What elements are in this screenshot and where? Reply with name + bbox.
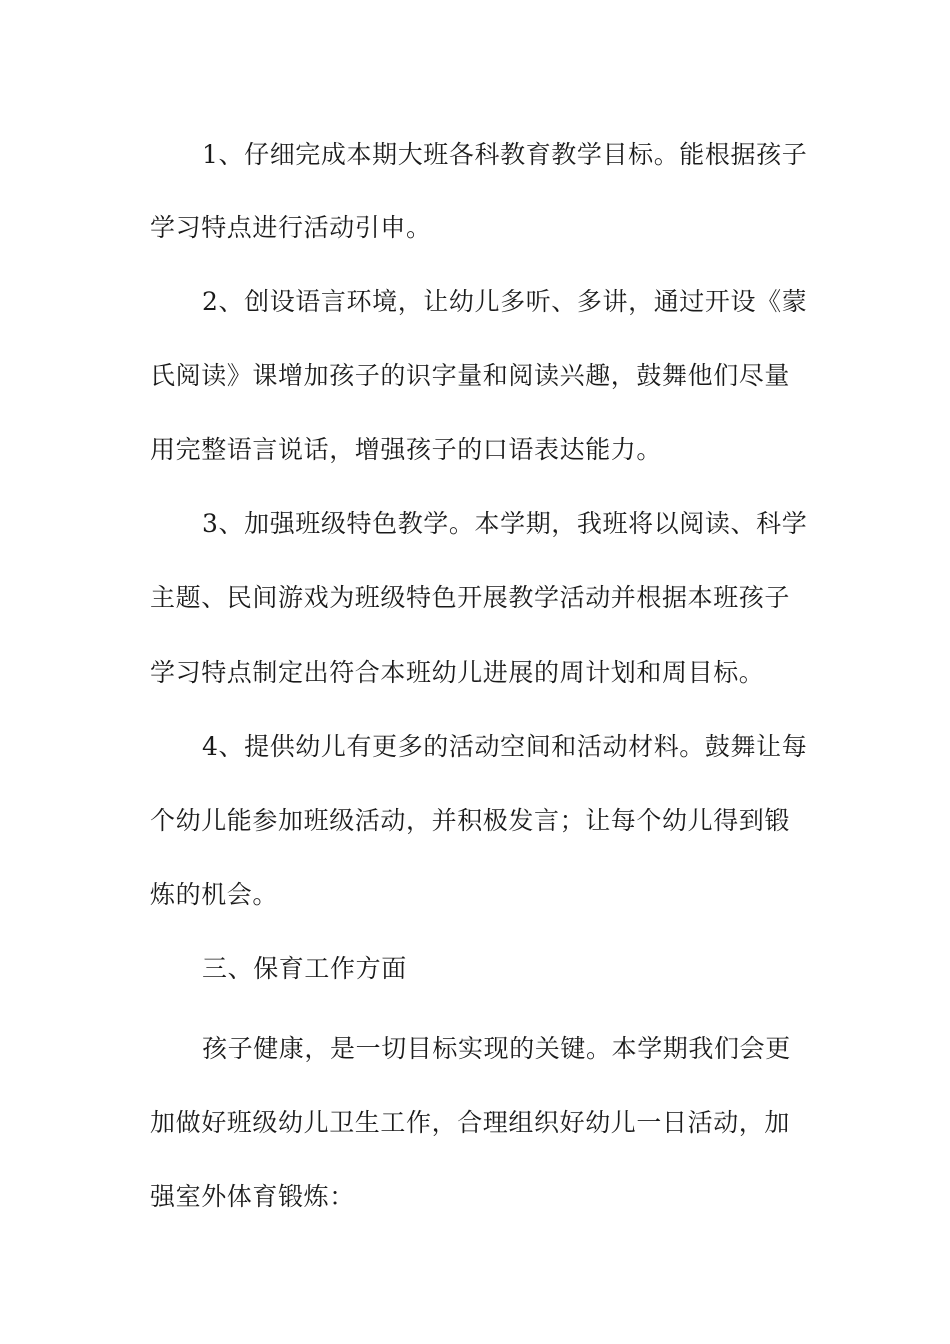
paragraph-1-line-1: 1、仔细完成本期大班各科教育教学目标。能根据孩子 — [202, 140, 808, 169]
paragraph-2-line-2: 氏阅读》课增加孩子的识字量和阅读兴趣，鼓舞他们尽量 — [150, 361, 791, 390]
paragraph-3-line-2: 主题、民间游戏为班级特色开展教学活动并根据本班孩子 — [150, 583, 791, 612]
paragraph-2-line-1: 2、创设语言环境，让幼儿多听、多讲，通过开设《蒙 — [202, 287, 808, 316]
paragraph-2-line-3: 用完整语言说话，增强孩子的口语表达能力。 — [150, 435, 663, 464]
paragraph-5-line-3: 强室外体育锻炼： — [150, 1182, 355, 1211]
paragraph-3-line-3: 学习特点制定出符合本班幼儿进展的周计划和周目标。 — [150, 658, 765, 687]
paragraph-4-line-3: 炼的机会。 — [150, 880, 279, 909]
paragraph-4-line-2: 个幼儿能参加班级活动，并积极发言；让每个幼儿得到锻 — [150, 806, 791, 835]
paragraph-3-line-1: 3、加强班级特色教学。本学期，我班将以阅读、科学 — [202, 509, 808, 538]
section-heading: 三、保育工作方面 — [202, 954, 407, 983]
paragraph-5-line-1: 孩子健康，是一切目标实现的关键。本学期我们会更 — [202, 1034, 791, 1063]
paragraph-5-line-2: 加做好班级幼儿卫生工作，合理组织好幼儿一日活动，加 — [150, 1108, 791, 1137]
paragraph-4-line-1: 4、提供幼儿有更多的活动空间和活动材料。鼓舞让每 — [202, 732, 808, 761]
paragraph-1-line-2: 学习特点进行活动引申。 — [150, 213, 432, 242]
